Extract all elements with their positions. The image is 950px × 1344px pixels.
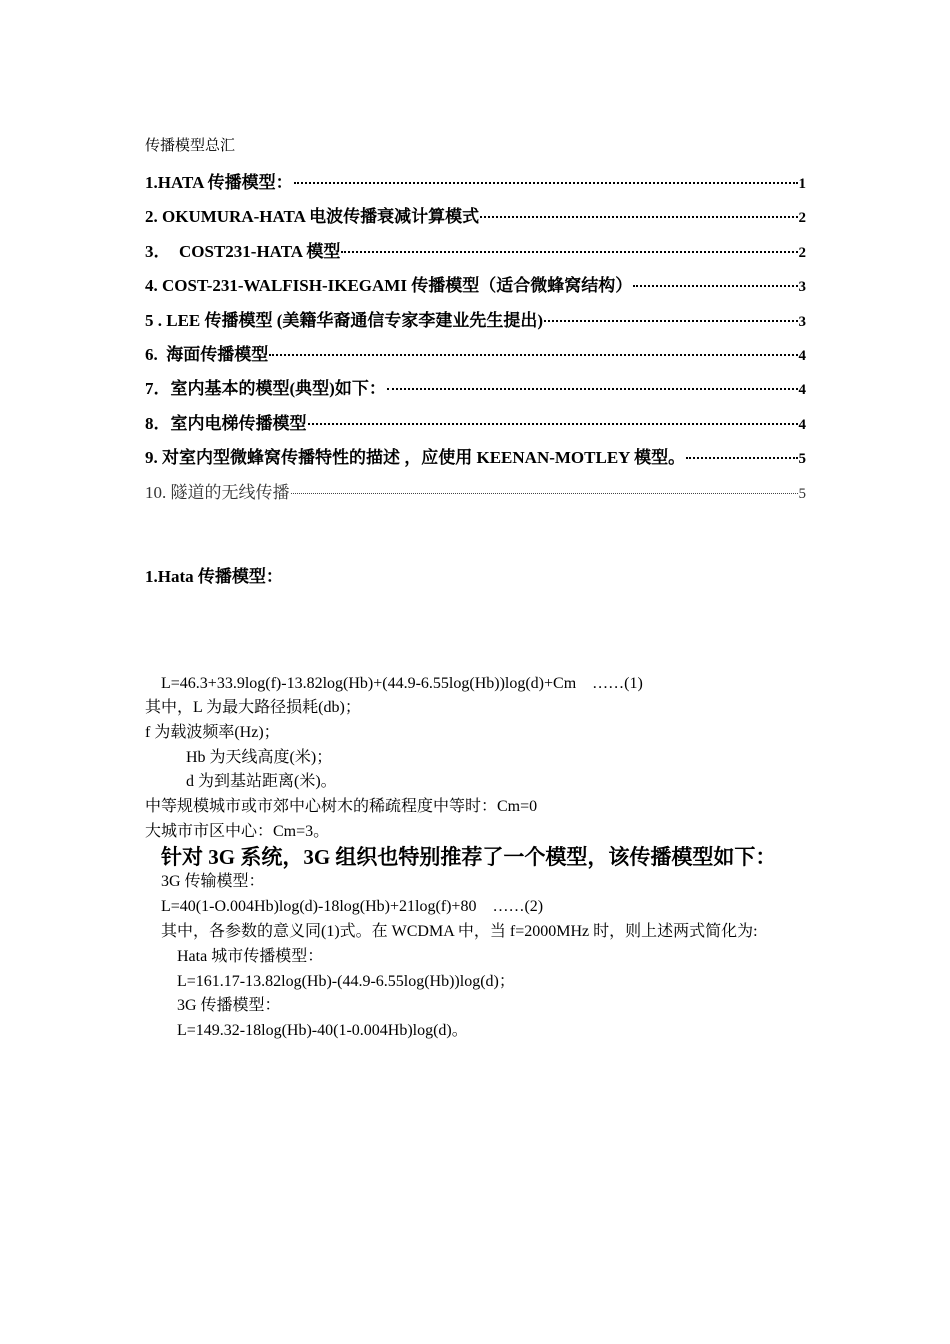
toc-entry-1[interactable] xyxy=(145,168,806,202)
toc-page-number: 2 xyxy=(798,210,806,227)
toc-page-number: 4 xyxy=(798,416,806,433)
toc-entry-5[interactable] xyxy=(145,306,806,340)
toc-entry-2[interactable] xyxy=(145,202,806,236)
toc-dot-leader xyxy=(308,423,798,425)
toc-entry-text: 8．室内电梯传播模型 xyxy=(145,413,307,433)
definition-d: d 为到基站距离(米)。 xyxy=(186,773,337,790)
section-heading-hata: 1.Hata 传播模型： xyxy=(145,567,283,586)
toc-entry-text: 7．室内基本的模型(典型)如下： xyxy=(145,379,386,399)
model-3g-label: 3G 传输模型： xyxy=(161,873,265,890)
toc-entry-text: 1.HATA 传播模型： xyxy=(145,173,293,192)
definition-Hb: Hb 为天线高度(米)； xyxy=(186,749,333,766)
toc-entry-10[interactable] xyxy=(145,478,806,512)
toc-dot-leader xyxy=(544,320,797,322)
formula-2: L=40(1-O.004Hb)log(d)-18log(Hb)+21log(f)+80 ……(2) xyxy=(161,898,544,915)
toc-dot-leader xyxy=(291,493,798,494)
toc-dot-leader xyxy=(341,251,797,253)
toc-dot-leader xyxy=(480,216,797,218)
definition-L: 其中，L 为最大路径损耗(db)； xyxy=(145,699,361,716)
emphasis-3g-model: 针对 3G 系统，3G 组织也特别推荐了一个模型，该传播模型如下： xyxy=(161,845,777,869)
toc-dot-leader xyxy=(269,354,797,356)
formula-1: L=46.3+33.9log(f)-13.82log(Hb)+(44.9-6.55log(Hb))log(d)+Cm ……(1) xyxy=(161,675,643,692)
toc-dot-leader xyxy=(633,285,797,287)
hata-city-label: Hata 城市传播模型： xyxy=(177,948,324,965)
toc-page-number: 3 xyxy=(798,313,806,330)
toc-page-number: 4 xyxy=(798,347,806,364)
toc-page-number: 5 xyxy=(798,485,806,502)
toc-dot-leader xyxy=(294,182,798,184)
toc-entry-text: 2. OKUMURA-HATA 电波传播衰减计算模式 xyxy=(145,207,480,227)
table-of-contents xyxy=(145,168,806,512)
toc-dot-leader xyxy=(387,388,798,390)
toc-entry-7[interactable] xyxy=(145,374,806,408)
toc-entry-4[interactable] xyxy=(145,271,806,305)
cm-medium-city: 中等规模城市或市郊中心树木的稀疏程度中等时：Cm=0 xyxy=(145,798,538,815)
simplify-note: 其中，各参数的意义同(1)式。在 WCDMA 中，当 f=2000MHz 时，则上述两式简化为: xyxy=(161,923,758,940)
toc-entry-text: 4. COST-231-WALFISH-IKEGAMI 传播模型（适合微蜂窝结构） xyxy=(145,276,633,296)
toc-entry-6[interactable] xyxy=(145,340,806,374)
toc-entry-9[interactable] xyxy=(145,443,806,477)
toc-entry-text: 6. 海面传播模型 xyxy=(145,344,269,364)
toc-dot-leader xyxy=(686,457,797,459)
toc-entry-8[interactable] xyxy=(145,409,806,443)
toc-entry-text: 10. 隧道的无线传播 xyxy=(145,482,290,502)
toc-entry-text: 3． COST231-HATA 模型 xyxy=(145,241,341,261)
toc-entry-text: 9. 对室内型微蜂窝传播特性的描述 ，应使用 KEENAN-MOTLEY 模型。 xyxy=(145,448,686,468)
toc-page-number: 4 xyxy=(798,382,806,399)
formula-3g-simplified: L=149.32-18log(Hb)-40(1-0.004Hb)log(d)。 xyxy=(177,1022,468,1039)
toc-page-number: 2 xyxy=(798,244,806,261)
definition-f: f 为载波频率(Hz)； xyxy=(145,724,280,741)
toc-entry-3[interactable] xyxy=(145,237,806,271)
model-3g-label-2: 3G 传播模型： xyxy=(177,997,281,1014)
toc-entry-text: 5 . LEE 传播模型 (美籍华裔通信专家李建业先生提出) xyxy=(145,310,544,330)
toc-page-number: 3 xyxy=(798,279,806,296)
cm-large-city: 大城市市区中心：Cm=3。 xyxy=(145,823,330,840)
document-title: 传播模型总汇 xyxy=(145,138,236,154)
toc-page-number: 1 xyxy=(798,176,806,192)
formula-hata-city: L=161.17-13.82log(Hb)-(44.9-6.55log(Hb))log(d)； xyxy=(177,973,515,990)
toc-page-number: 5 xyxy=(798,451,806,468)
